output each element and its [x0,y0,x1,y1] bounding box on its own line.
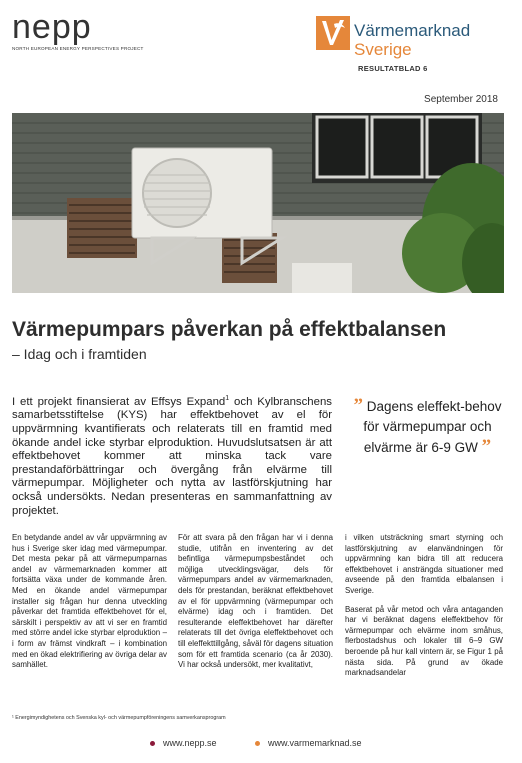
footer-link-varmemarknad[interactable]: www.varmemarknad.se [255,738,362,748]
body-paragraph: En betydande andel av vår uppvärmning av hus i Sverige sker idag med värmepumpar. Det mesta pekar på att värmepumparnas andel av värmemarknaden kommer att fortsätta växa under de kommande åren. Med en ökande andel värmepumpar installer sig frågan hur denna utveckling påverkar det framtida effektbehovet för el, särskilt i perspektiv av att vi ser en framtid med större andel icke styrbar elproduktion – i form av främst vindkraft – i kombination med en ökad elektrifiering av övriga delar av samhället. [12,533,167,670]
body-column-1 [12,533,167,679]
open-quote-icon: ” [353,395,363,416]
body-column-3 [345,533,503,687]
nepp-wordmark: nepp [12,8,92,46]
varmemarknad-logo [316,16,511,76]
article-title: Värmepumpars påverkan på effektbalansen [12,318,447,341]
body-paragraph: i vilken utsträckning smart styrning och lastförskjutning av elanvändningen för uppvärmning kan bidra till att reducera effektbehovet i ansträngda situationer med avseende på den framtida elbalansen i Sverige. [345,533,503,595]
photo-heat-pump-outdoor-unit-icon [12,113,504,293]
nepp-tagline: NORTH EUROPEAN ENERGY PERSPECTIVES PROJECT [12,46,144,51]
body-column-2 [178,533,333,679]
article-subtitle: – Idag och i framtiden [12,346,147,362]
intro-paragraph: I ett projekt finansierat av Effsys Expand$^1$ och Kylbranschens samarbetsstiftelse (KYS) har effektbehovet av el för uppvärmning kvantifierats och relaterats till en framtid med ökande andel icke styrbar elproduktion. Huvudslutsatsen är att effektbehovet kommer att minska tack vare prestandaförbättringar och övergång från elvärme till värmepumpar. Möjligheter och nytta av lastförskjutning har också undersökts. Nedan presenteras en sammanfattning av projektet. [12,395,332,517]
varmemarknad-title: Värmemarknad [354,21,471,40]
pull-quote [350,396,505,458]
resultatblad-label: RESULTATBLAD 6 [358,64,428,73]
publication-date: September 2018 [424,94,498,105]
body-paragraph: För att svara på den frågan har vi i denna studie, utifrån en inventering av det befintliga värmepumpsbeståndet och möjliga utvecklingsvägar, dels för värmepumpars andel av värmemarknaden, dels för prestandan, beräknat effektbehovet av el för uppvärmning (värmepumpar och elvärme) idag och i framtiden. Det resulterande eleffektbehovet har därefter relaterats till det övriga eleffektbehovet och till eleffekttillgång, såväl för dagens situation som för ett framtida scenario (ca år 2030). Vi har också undersökt, mer kvalitativt, [178,533,333,670]
nepp-logo [12,8,144,51]
close-quote-icon: ” [481,436,492,457]
varmemarknad-logo-icon [316,16,350,50]
heat-pump-photo [12,113,504,293]
varmemarknad-dot-icon [255,741,260,746]
footnote-marker: 1 [225,395,230,402]
varmemarknad-subtitle: Sverige [354,40,412,59]
nepp-dot-icon [150,741,155,746]
footnote: ¹ Energimyndighetens och Svenska kyl- och värmepumpföreningens samverkansprogram [12,715,226,721]
body-paragraph: Baserat på vår metod och våra antaganden har vi beräknat dagens eleffektbehov för värmepumpar och elvärme inom småhus, flerbostadshus och lokaler till 6–9 GW beroende på hur kall vintern är, se Figur 1 på nästa sida. På grund av ökade marknadsandelar [345,604,503,678]
footer-link-nepp[interactable]: www.nepp.se [150,738,217,748]
pull-quote-text: Dagens eleffekt-behov för värmepumpar och elvärme är 6-9 GW [363,399,502,455]
